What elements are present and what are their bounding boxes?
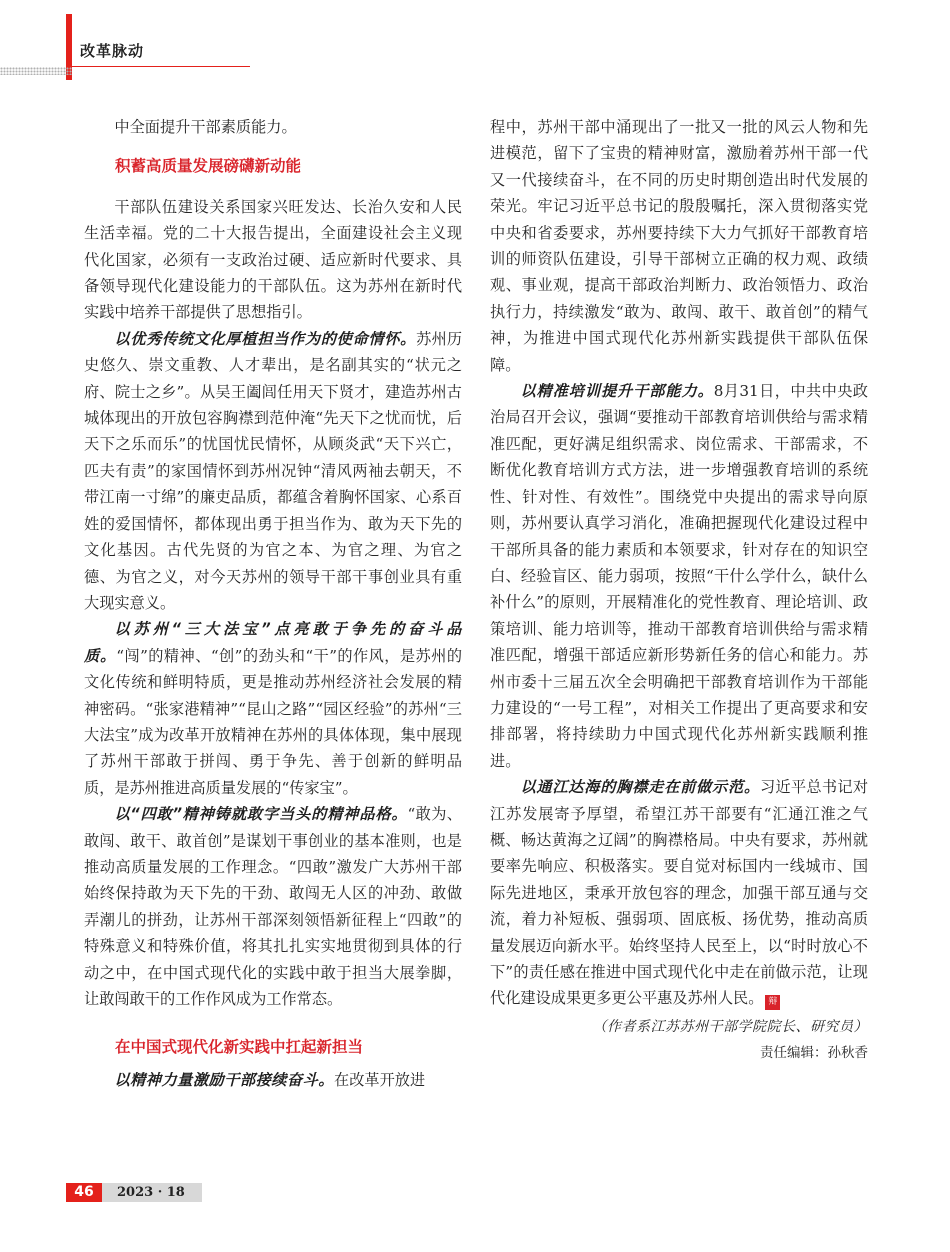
editor-credit: 责任编辑：孙秋香 — [760, 1045, 868, 1062]
author-byline: （作者系江苏苏州干部学院院长、研究员） — [592, 1018, 868, 1035]
paragraph — [84, 1067, 462, 1093]
paragraph: 干部队伍建设关系国家兴旺发达、长治久安和人民生活幸福。党的二十大报告提出，全面建设社会主义现代化国家，必须有一支政治过硬、适应新时代要求、具备领导现代化建设能力的干部队伍。这为苏州在新时代实践中培养干部提供了思想指引。 — [84, 197, 462, 322]
paragraph-body: “敢为、敢闯、敢干、敢首创”是谋划干事创业的基本准则，也是推动高质量发展的工作理念。“四敢”激发广大苏州干部始终保持敢为天下先的干劲、敢闯无人区的冲劲、敢做弄潮儿的拼劲，让苏州干部深刻领悟新征程上“四敢”的特殊意义和特殊价值，将其扎扎实实地贯彻到具体的行动之中，在中国式现代化的实践中敢于担当大展拳脚，让敢闯敢干的工作作风成为工作常态。 — [84, 805, 462, 1008]
paragraph: 程中，苏州干部中涌现出了一批又一批的风云人物和先进模范，留下了宝贵的精神财富，激励着苏州干部一代又一代接续奋斗，在不同的历史时期创造出时代发展的荣光。牢记习近平总书记的殷殷嘱托，深入贯彻落实党中央和省委要求，苏州要持续下大力气抓好干部教育培训的师资队伍建设，引导干部树立正确的权力观、政绩观、事业观，提高干部政治判断力、政治领悟力、政治执行力，持续激发“敢为、敢闯、敢干、敢首创”的精气神，为推进中国式现代化苏州新实践提供干部队伍保障。 — [490, 118, 868, 374]
paragraph — [84, 326, 462, 616]
header-rule — [72, 66, 250, 67]
header-dot-pattern — [0, 67, 72, 75]
paragraph-body: “闯”的精神、“创”的劲头和“干”的作风，是苏州的文化传统和鲜明特质，更是推动苏州经济社会发展的精神密码。“张家港精神”“昆山之路”“园区经验”的苏州“三大法宝”成为改革开放精神在苏州的具体体现，集中展现了苏州干部敢于拼闯、勇于争先、善于创新的鲜明品质，是苏州推进高质量发展的“传家宝”。 — [84, 646, 463, 797]
section-heading: 在中国式现代化新实践中扛起新担当 — [115, 1038, 364, 1057]
paragraph — [84, 801, 462, 1012]
paragraph-lead: 以“四敢”精神铸就敢字当头的精神品格。 — [114, 805, 408, 824]
right-column — [490, 114, 868, 1067]
page-number: 46 — [66, 1183, 102, 1202]
section-title: 改革脉动 — [80, 42, 145, 60]
paragraph-lead: 以精准培训提升干部能力。 — [520, 382, 714, 401]
paragraph-lead: 以优秀传统文化厚植担当作为的使命情怀。 — [114, 329, 417, 348]
paragraph — [84, 616, 462, 801]
end-mark-icon: 辩 — [765, 995, 780, 1010]
paragraph-lead: 以精神力量激励干部接续奋斗。 — [114, 1070, 335, 1089]
issue-number: 2023 · 18 — [117, 1185, 185, 1200]
paragraph-lead: 以苏州“三大法宝”点亮敢于争先的奋斗品质。 — [84, 620, 462, 665]
paragraph: 中全面提升干部素质能力。 — [114, 118, 297, 136]
paragraph-body: 苏州历史悠久、崇文重教、人才辈出，是名副其实的“状元之府、院士之乡”。从吴王阖闾任用天下贤才，建造苏州古城体现出的开放包容胸襟到范仲淹“先天下之忧而忧，后天下之乐而乐”的忧国忧民情怀，从顾炎武“天下兴亡，匹夫有责”的家国情怀到苏州况钟“清风两袖去朝天，不带江南一寸绵”的廉吏品质，都蕴含着胸怀国家、心系百姓的爱国情怀，都体现出勇于担当作为、敢为天下先的文化基因。古代先贤的为官之本、为官之理、为官之德、为官之义，对今天苏州的领导干部干事创业具有重大现实意义。 — [84, 329, 463, 612]
paragraph-lead: 以通江达海的胸襟走在前做示范。 — [520, 778, 760, 797]
paragraph — [490, 774, 868, 1012]
paragraph-body: 8月31日，中共中央政治局召开会议，强调“要推动干部教育培训供给与需求精准匹配，更好满足组织需求、岗位需求、干部需求，不断优化教育培训方式方法，进一步增强教育培训的系统性、针对性、有效性”。围绕党中央提出的需求导向原则，苏州要认真学习消化，准确把握现代化建设过程中干部所具备的能力素质和本领要求，针对存在的知识空白、经验盲区、能力弱项，按照“干什么学什么，缺什么补什么”的原则，开展精准化的党性教育、理论培训、政策培训、能力培训等，推动干部教育培训供给与需求精准匹配，增强干部适应新形势新任务的信心和能力。苏州市委十三届五次全会明确把干部教育培训作为干部能力建设的“一号工程”，对相关工作提出了更高要求和安排部署，将持续助力中国式现代化苏州新实践顺利推进。 — [490, 382, 868, 770]
left-column — [84, 114, 462, 1093]
paragraph-body: 习近平总书记对江苏发展寄予厚望，希望江苏干部要有“汇通江淮之气概、畅达黄海之辽阔”的胸襟格局。中央有要求，苏州就要率先响应、积极落实。要自觉对标国内一线城市、国际先进地区，秉承开放包容的理念，加强干部互通与交流，着力补短板、强弱项、固底板、扬优势，推动高质量发展迈向新水平。始终坚持人民至上，以“时时放心不下”的责任感在推进中国式现代化中走在前做示范，让现代化建设成果更多更公平惠及苏州人民。 — [490, 778, 869, 1008]
paragraph — [490, 378, 868, 774]
section-heading: 积蓄高质量发展磅礴新动能 — [115, 157, 302, 176]
paragraph-body: 在改革开放进 — [334, 1070, 426, 1089]
